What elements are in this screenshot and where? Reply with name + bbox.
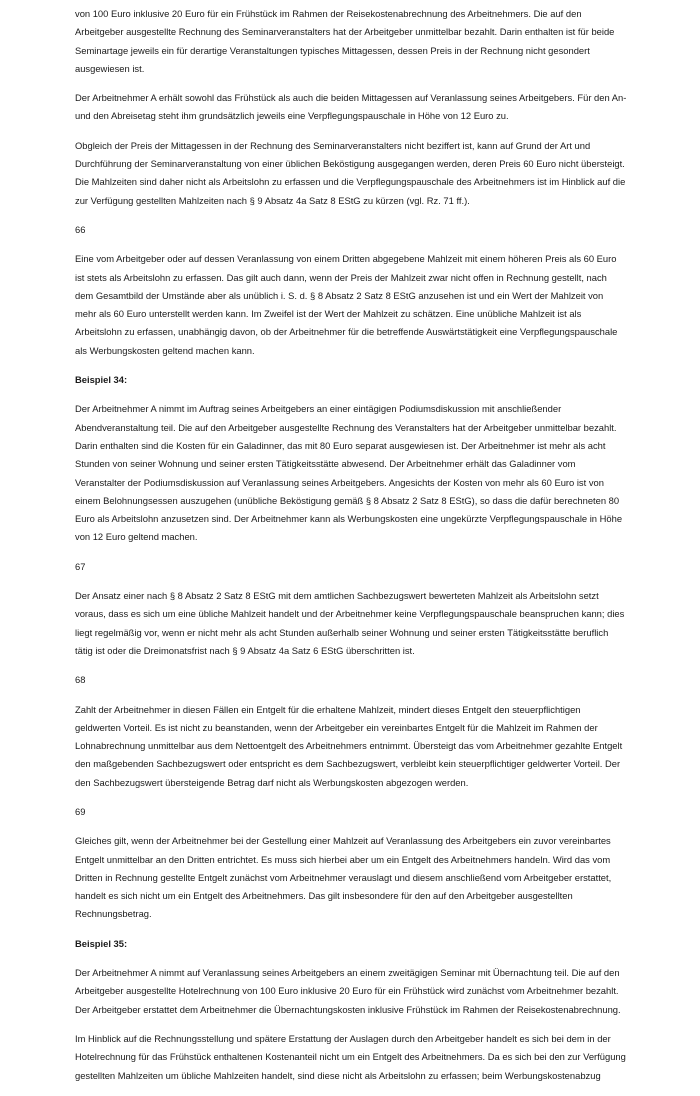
paragraph: Obgleich der Preis der Mittagessen in der Rechnung des Seminarveranstalters nicht beziffert ist, kann auf Grund der Art und Durchführung der Seminarveranstaltung von einer üblichen Beköstigung ausgegangen werden, deren Preis 60 Euro nicht übersteigt. Die Mahlzeiten sind daher nicht als Arbeitslohn zu erfassen und die Verpflegungspauschale des Arbeitnehmers ist im Hinblick auf die zur Verfügung gestellten Mahlzeiten nach § 9 Absatz 4a Satz 8 EStG zu kürzen (vgl. Rz. 71 ff.). <box>75 139 626 206</box>
paragraph-number: 67 <box>75 560 86 572</box>
paragraph: Der Ansatz einer nach § 8 Absatz 2 Satz 8 EStG mit dem amtlichen Sachbezugswert bewerteten Mahlzeit als Arbeitslohn setzt voraus, dass es sich um eine übliche Mahlzeit handelt und der Arbeitnehmer keine Verpflegungspauschale beanspruchen kann; dies liegt regelmäßig vor, wenn er nicht mehr als acht Stunden außerhalb seiner Wohnung und seiner ersten Tätigkeitsstätte beruflich tätig ist oder die Dreimonatsfrist nach § 9 Absatz 4a Satz 6 EStG überschritten ist. <box>75 590 625 656</box>
paragraph: Der Arbeitnehmer A nimmt auf Veranlassung seines Arbeitgebers an einem zweitägigen Seminar mit Übernachtung teil. Die auf den Arbeitgeber ausgestellte Hotelrechnung von 100 Euro inklusive 20 Euro für ein Frühstück wird zunächst vom Arbeitnehmer bezahlt. Der Arbeitgeber erstattet dem Arbeitnehmer die Übernachtungskosten inklusive Frühstück im Rahmen der Reisekostenabrechnung. <box>75 967 621 1015</box>
paragraph-number: 66 <box>75 223 86 235</box>
paragraph: Der Arbeitnehmer A nimmt im Auftrag seines Arbeitgebers an einer eintägigen Podiumsdiskussion mit anschließender Abendveranstaltung teil. Die auf den Arbeitgeber ausgestellte Rechnung des Veranstalters hat der Arbeitgeber unmittelbar bezahlt. Darin enthalten sind die Kosten für ein Galadinner, das mit 80 Euro separat ausgewiesen ist. Der Arbeitnehmer ist mehr als acht Stunden von seiner Wohnung und seiner ersten Tätigkeitsstätte abwesend. Der Arbeitnehmer erhält das Galadinner vom Veranstalter der Podiumsdiskussion auf Veranlassung seines Arbeitgebers. Angesichts der Kosten von mehr als 60 Euro ist von einem Belohnungsessen auszugehen (unübliche Beköstigung gemäß § 8 Absatz 2 Satz 8 EStG), so dass die dafür berechneten 80 Euro als Arbeitslohn anzusetzen sind. Der Arbeitnehmer kann als Werbungskosten eine ungekürzte Verpflegungspauschale in Höhe von 12 Euro geltend machen. <box>75 403 623 543</box>
paragraph: Gleiches gilt, wenn der Arbeitnehmer bei der Gestellung einer Mahlzeit auf Veranlassung des Arbeitgebers ein zuvor vereinbartes Entgelt unmittelbar an den Dritten entrichtet. Es muss sich hierbei aber um ein Entgelt des Arbeitnehmers handeln. Wird das vom Dritten in Rechnung gestellte Entgelt zunächst vom Arbeitnehmer verauslagt und diesem anschließend vom Arbeitgeber erstattet, handelt es sich nicht um ein Entgelt des Arbeitnehmers. Das gilt insbesondere für den auf den Arbeitgeber ausgestellten Rechnungsbetrag. <box>75 835 612 920</box>
paragraph: Zahlt der Arbeitnehmer in diesen Fällen ein Entgelt für die erhaltene Mahlzeit, mindert dieses Entgelt den steuerpflichtigen geldwerten Vorteil. Es ist nicht zu beanstanden, wenn der Arbeitgeber ein vereinbartes Entgelt für die Mahlzeit im Rahmen der Lohnabrechnung unmittelbar aus dem Nettoentgelt des Arbeitnehmers entnimmt. Übersteigt das vom Arbeitnehmer gezahlte Entgelt den maßgebenden Sachbezugswert oder entspricht es dem Sachbezugswert, verbleibt kein steuerpflichtiger geldwerter Vorteil. Der den Sachbezugswert übersteigende Betrag darf nicht als Werbungskosten abgezogen werden. <box>75 703 623 788</box>
paragraph: Im Hinblick auf die Rechnungsstellung und spätere Erstattung der Auslagen durch den Arbeitgeber handelt es sich bei dem in der Hotelrechnung für das Frühstück enthaltenen Kostenanteil nicht um ein Entgelt des Arbeitnehmers. Da es sich bei den zur Verfügung gestellten Mahlzeiten um übliche Mahlzeiten handelt, sind diese nicht als Arbeitslohn zu erfassen; beim Werbungskostenabzug <box>75 1032 626 1081</box>
paragraph-number: 68 <box>75 674 86 686</box>
paragraph: Eine vom Arbeitgeber oder auf dessen Veranlassung von einem Dritten abgegebene Mahlzeit mit einem höheren Preis als 60 Euro ist stets als Arbeitslohn zu erfassen. Das gilt auch dann, wenn der Preis der Mahlzeit zwar nicht offen in Rechnung gestellt, nach dem Gesamtbild der Umstände aber als unüblich i. S. d. § 8 Absatz 2 Satz 8 EStG anzusehen ist und ein Wert der Mahlzeit von mehr als 60 Euro unterstellt werden kann. Im Zweifel ist der Wert der Mahlzeit zu schätzen. Eine unübliche Mahlzeit ist als Arbeitslohn zu erfassen, unabhängig davon, ob der Arbeitnehmer für die betreffende Auswärtstätigkeit eine Verpflegungspauschale als Werbungskosten geltend machen kann. <box>75 253 618 356</box>
paragraph-continuation: von 100 Euro inklusive 20 Euro für ein Frühstück im Rahmen der Reisekostenabrechnung des Arbeitnehmers. Die auf den Arbeitgeber ausgestellte Rechnung des Seminarveranstalters hat der Arbeitgeber unmittelbar bezahlt. Darin enthalten ist für beide Seminartage jeweils ein für derartige Veranstaltungen typisches Mittagessen, dessen Preis in der Rechnung nicht gesondert ausgewiesen ist. <box>75 8 615 74</box>
document-page <box>75 5 627 1096</box>
example-heading: Beispiel 34: <box>75 374 128 386</box>
paragraph: Der Arbeitnehmer A erhält sowohl das Frühstück als auch die beiden Mittagessen auf Veranlassung seines Arbeitgebers. Für den An- und den Abreisetag steht ihm grundsätzlich jeweils eine Verpflegungspauschale in Höhe von 12 Euro zu. <box>75 92 627 122</box>
example-heading: Beispiel 35: <box>75 937 128 949</box>
paragraph-number: 69 <box>75 805 86 817</box>
